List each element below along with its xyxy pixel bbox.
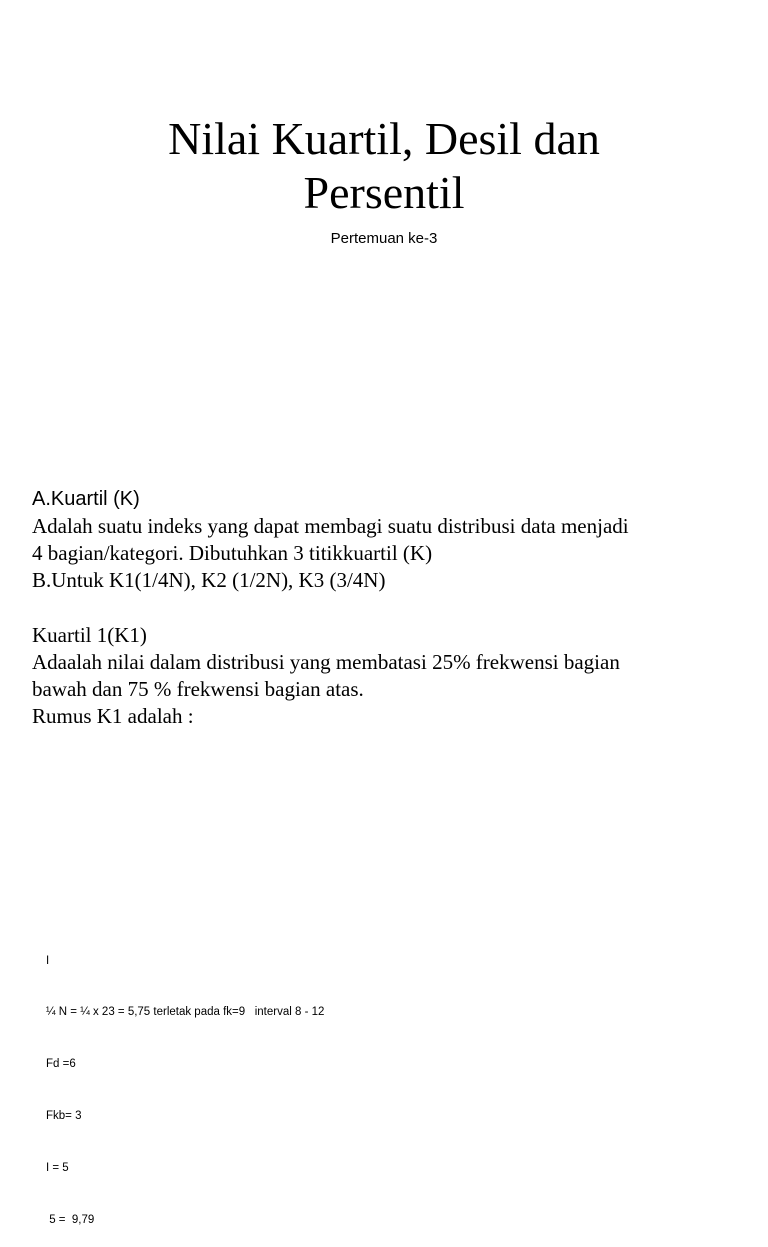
calculation-line-4: Fkb= 3: [46, 1110, 82, 1123]
section-kuartil: [32, 485, 752, 594]
section-kuartil-1-line-3: Rumus K1 adalah :: [32, 704, 194, 728]
page-title-line-2: Persentil: [303, 167, 465, 218]
page-subtitle: Pertemuan ke-3: [330, 230, 438, 247]
calculation-line-6: 5 = 9,79: [46, 1214, 95, 1227]
calculation-block: [46, 918, 646, 1247]
page-title-line-1: Nilai Kuartil, Desil dan: [168, 113, 600, 164]
section-kuartil-1: [32, 622, 752, 730]
section-kuartil-heading: A.Kuartil (K): [32, 488, 140, 510]
section-kuartil-1-line-2: bawah dan 75 % frekwensi bagian atas.: [32, 677, 364, 701]
page-title: [0, 112, 768, 220]
section-kuartil-1-heading: Kuartil 1(K1): [32, 623, 147, 647]
section-kuartil-1-line-1: Adaalah nilai dalam distribusi yang membatasi 25% frekwensi bagian: [32, 650, 620, 674]
section-kuartil-line-1: Adalah suatu indeks yang dapat membagi suatu distribusi data menjadi: [32, 514, 629, 538]
section-kuartil-line-2: 4 bagian/kategori. Dibutuhkan 3 titikkuartil (K): [32, 541, 433, 565]
calculation-line-3: Fd =6: [46, 1058, 76, 1071]
calculation-line-1: I: [46, 954, 50, 967]
calculation-line-2: ¼ N = ¼ x 23 = 5,75 terletak pada fk=9 interval 8 - 12: [46, 1006, 325, 1019]
section-kuartil-line-3: B.Untuk K1(1/4N), K2 (1/2N), K3 (3/4N): [32, 568, 386, 592]
calculation-line-5: I = 5: [46, 1162, 69, 1175]
